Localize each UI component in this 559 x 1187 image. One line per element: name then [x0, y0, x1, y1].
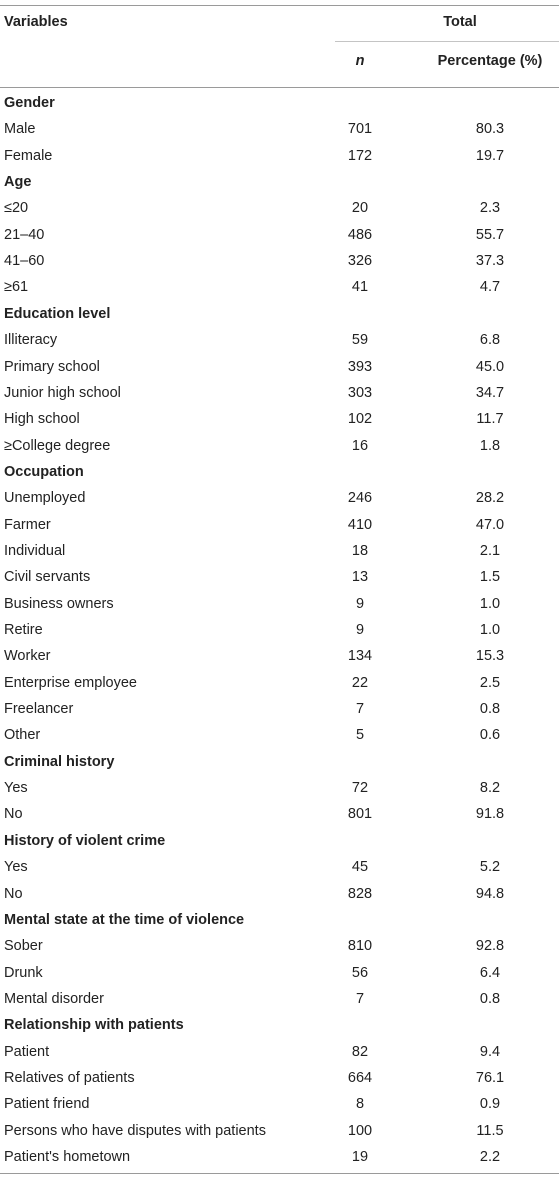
cell-n: 326 — [347, 253, 373, 270]
cell-percentage: 4.7 — [479, 279, 501, 296]
table-row — [0, 592, 559, 618]
section-label: Relationship with patients — [4, 1017, 184, 1034]
section-heading-row — [0, 908, 559, 934]
cell-n: 486 — [347, 226, 373, 243]
total-underline — [335, 41, 559, 42]
cell-n: 100 — [347, 1122, 373, 1139]
cell-percentage: 6.4 — [479, 964, 501, 981]
cell-n: 102 — [347, 411, 373, 428]
cell-n: 19 — [351, 1149, 369, 1165]
cell-percentage: 45.0 — [475, 358, 505, 375]
table-row — [0, 117, 559, 143]
cell-percentage: 76.1 — [475, 1069, 505, 1086]
row-label: Civil servants — [4, 569, 91, 586]
section-label: Criminal history — [4, 753, 115, 770]
cell-percentage: 1.0 — [479, 622, 501, 638]
cell-n: 303 — [347, 384, 373, 401]
table-row — [0, 644, 559, 670]
cell-n: 16 — [351, 437, 369, 454]
row-label: Junior high school — [4, 384, 121, 401]
cell-n: 810 — [347, 938, 373, 955]
table-row — [0, 855, 559, 881]
row-label: Freelancer — [4, 701, 74, 718]
row-label: Business owners — [4, 595, 114, 612]
cell-percentage: 0.8 — [479, 990, 501, 1007]
cell-percentage: 11.5 — [476, 1122, 504, 1139]
section-heading-row — [0, 829, 559, 855]
cell-n: 82 — [351, 1043, 369, 1060]
cell-n: 5 — [355, 727, 365, 744]
cell-percentage: 91.8 — [475, 806, 505, 823]
section-heading-row — [0, 302, 559, 328]
table-row — [0, 671, 559, 697]
header-variables: Variables — [4, 14, 68, 30]
cell-n: 22 — [351, 674, 369, 691]
row-label: Other — [4, 727, 41, 744]
section-label: Gender — [4, 95, 55, 111]
section-label: Mental state at the time of violence — [4, 911, 245, 928]
cell-percentage: 1.0 — [479, 595, 501, 612]
row-label: No — [4, 885, 23, 902]
cell-n: 7 — [355, 701, 365, 718]
row-label: 21–40 — [4, 226, 45, 243]
table-row — [0, 776, 559, 802]
row-label: Male — [4, 121, 36, 138]
cell-percentage: 5.2 — [479, 859, 501, 876]
row-label: Drunk — [4, 964, 43, 981]
cell-percentage: 8.2 — [479, 780, 501, 797]
cell-percentage: 9.4 — [479, 1043, 501, 1060]
row-label: ≤20 — [4, 200, 29, 217]
subheader-row — [0, 49, 559, 75]
cell-n: 393 — [347, 358, 373, 375]
row-label: Illiteracy — [4, 332, 58, 349]
cell-percentage: 6.8 — [479, 332, 501, 349]
row-label: Persons who have disputes with patients — [4, 1122, 266, 1139]
table-row — [0, 513, 559, 539]
table-row — [0, 407, 559, 433]
cell-percentage: 1.8 — [479, 437, 501, 454]
cell-percentage: 28.2 — [475, 490, 505, 507]
row-label: Individual — [4, 542, 66, 559]
cell-n: 41 — [351, 279, 369, 296]
cell-percentage: 1.5 — [479, 569, 501, 586]
row-label: ≥61 — [4, 279, 29, 296]
row-label: Female — [4, 147, 53, 164]
table-row — [0, 1119, 559, 1145]
cell-n: 410 — [347, 516, 373, 533]
row-label: Enterprise employee — [4, 674, 137, 691]
row-label: Patient's hometown — [4, 1149, 131, 1165]
table-row — [0, 381, 559, 407]
cell-percentage: 37.3 — [475, 253, 505, 270]
cell-n: 172 — [347, 147, 373, 164]
row-label: Farmer — [4, 516, 51, 533]
table-row — [0, 697, 559, 723]
cell-percentage: 2.5 — [479, 674, 501, 691]
table-row — [0, 1040, 559, 1066]
cell-percentage: 2.1 — [479, 542, 501, 559]
cell-percentage: 0.9 — [479, 1096, 501, 1113]
row-label: Primary school — [4, 358, 100, 375]
section-heading-row — [0, 170, 559, 196]
table-row — [0, 275, 559, 301]
cell-n: 18 — [351, 542, 369, 559]
section-heading-row — [0, 460, 559, 486]
row-label: Patient friend — [4, 1096, 90, 1113]
cell-percentage: 0.8 — [479, 701, 501, 718]
table-row — [0, 987, 559, 1013]
cell-n: 9 — [355, 595, 365, 612]
table-row — [0, 328, 559, 354]
section-label: Age — [4, 174, 32, 191]
section-label: History of violent crime — [4, 832, 166, 849]
table-row — [0, 196, 559, 222]
row-label: Sober — [4, 938, 43, 955]
row-label: Patient — [4, 1043, 50, 1060]
section-label: Occupation — [4, 463, 84, 480]
section-heading-row — [0, 91, 559, 117]
cell-percentage: 47.0 — [475, 516, 505, 533]
cell-n: 59 — [351, 332, 369, 349]
cell-n: 246 — [347, 490, 373, 507]
row-label: Yes — [4, 859, 28, 876]
table-row — [0, 355, 559, 381]
header-row — [0, 10, 559, 36]
table-row — [0, 1145, 559, 1171]
section-label: Education level — [4, 305, 111, 322]
cell-n: 8 — [355, 1096, 365, 1113]
table-row — [0, 539, 559, 565]
table-row — [0, 1066, 559, 1092]
cell-percentage: 11.7 — [476, 411, 504, 428]
cell-n: 45 — [351, 859, 369, 876]
header-percentage: Percentage (%) — [437, 53, 543, 69]
table-row — [0, 434, 559, 460]
table-row — [0, 802, 559, 828]
row-label: 41–60 — [4, 253, 45, 270]
table-row — [0, 249, 559, 275]
cell-n: 801 — [347, 806, 373, 823]
row-label: Mental disorder — [4, 990, 104, 1007]
header-total: Total — [443, 14, 477, 30]
table-row — [0, 144, 559, 170]
row-label: High school — [4, 411, 80, 428]
table-row — [0, 565, 559, 591]
row-label: Relatives of patients — [4, 1069, 135, 1086]
cell-percentage: 2.3 — [479, 200, 501, 217]
header-bottom-rule — [0, 87, 559, 88]
table-row — [0, 723, 559, 749]
cell-percentage: 34.7 — [475, 384, 505, 401]
cell-percentage: 2.2 — [479, 1149, 501, 1165]
section-heading-row — [0, 750, 559, 776]
row-label: ≥College degree — [4, 437, 111, 454]
cell-n: 20 — [351, 200, 369, 217]
cell-n: 7 — [355, 990, 365, 1007]
top-rule — [0, 5, 559, 6]
row-label: Yes — [4, 780, 28, 797]
cell-percentage: 15.3 — [475, 648, 505, 665]
cell-percentage: 55.7 — [475, 226, 505, 243]
cell-percentage: 19.7 — [475, 147, 505, 164]
section-heading-row — [0, 1013, 559, 1039]
row-label: Unemployed — [4, 490, 86, 507]
cell-n: 9 — [355, 622, 365, 638]
cell-n: 701 — [347, 121, 373, 138]
table-row — [0, 486, 559, 512]
cell-percentage: 80.3 — [475, 121, 505, 138]
table-row — [0, 223, 559, 249]
bottom-rule — [0, 1173, 559, 1174]
cell-percentage: 0.6 — [479, 727, 501, 744]
header-n: n — [355, 53, 365, 69]
cell-percentage: 92.8 — [475, 938, 505, 955]
cell-n: 828 — [347, 885, 373, 902]
cell-n: 72 — [351, 780, 369, 797]
table-row — [0, 882, 559, 908]
cell-n: 13 — [351, 569, 369, 586]
table-row — [0, 1092, 559, 1118]
table-row — [0, 618, 559, 644]
cell-n: 134 — [347, 648, 373, 665]
cell-n: 664 — [347, 1069, 373, 1086]
table-row — [0, 961, 559, 987]
table-row — [0, 934, 559, 960]
cell-percentage: 94.8 — [475, 885, 505, 902]
row-label: No — [4, 806, 23, 823]
cell-n: 56 — [351, 964, 369, 981]
row-label: Worker — [4, 648, 51, 665]
row-label: Retire — [4, 622, 43, 638]
